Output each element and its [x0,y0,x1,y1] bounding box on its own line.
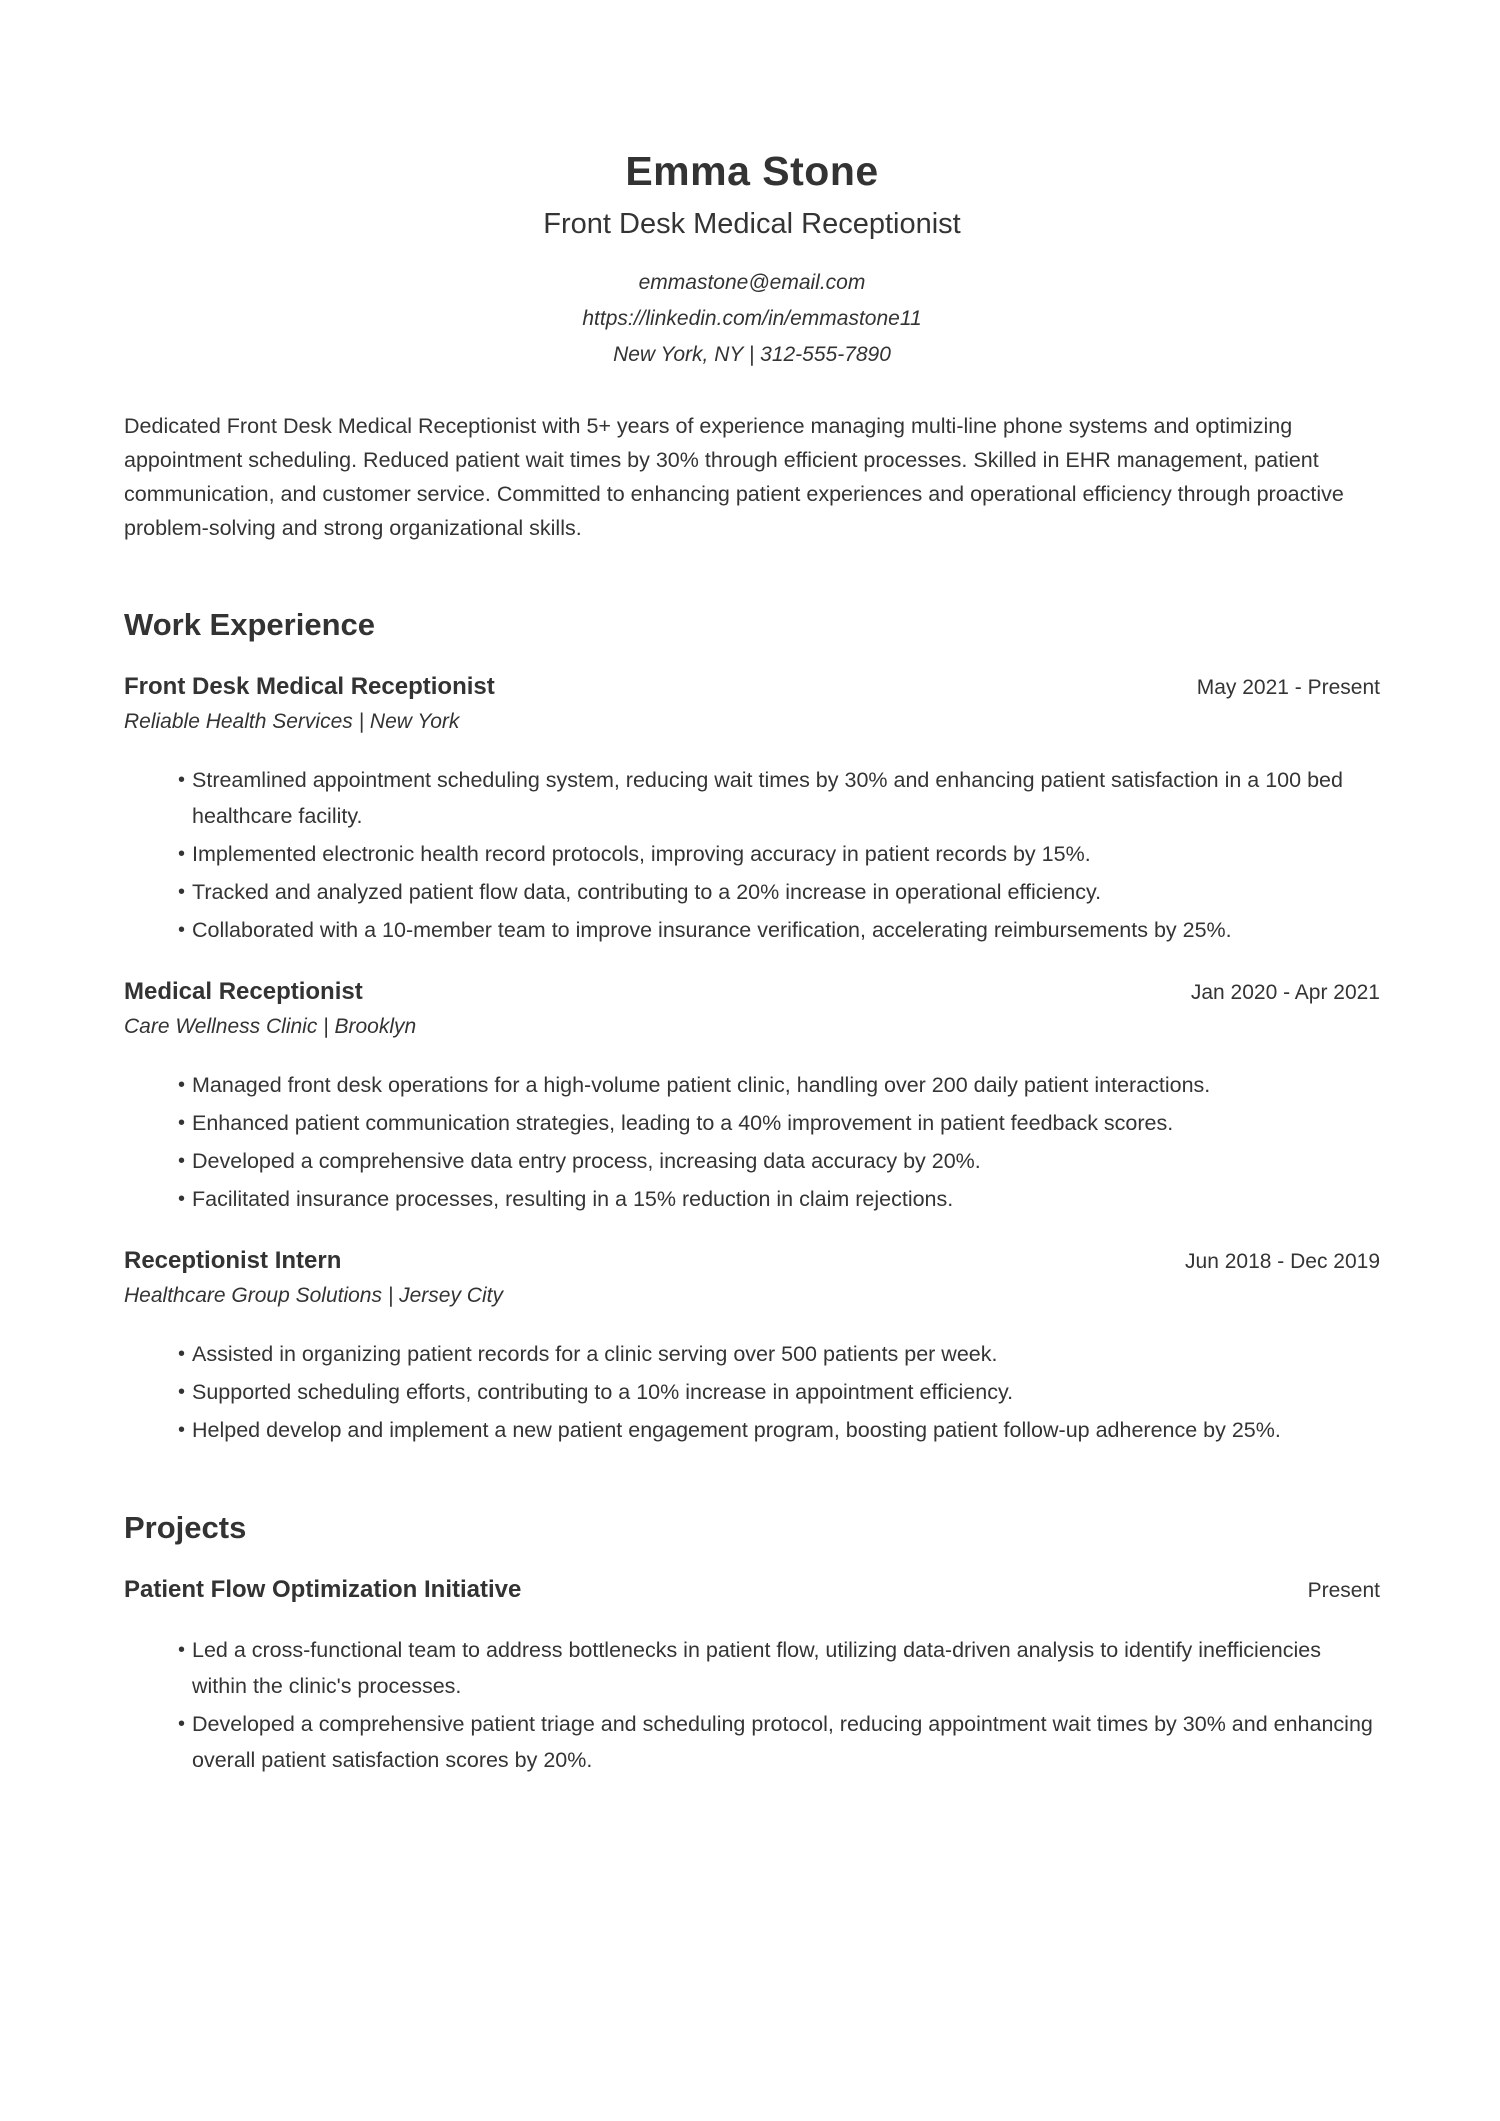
job-company: Reliable Health Services | New York [124,710,460,733]
project-entry-1 [124,1576,1380,1778]
person-title: Front Desk Medical Receptionist [543,208,961,240]
job-entry-1-head [124,673,1380,701]
job-bullet-list [124,762,1380,948]
contact-email: emmastone@email.com [638,271,866,294]
job-entry-2 [124,978,1380,1217]
bullet-item: • Enhanced patient communication strategies, leading to a 40% improvement in patient feedback scores. [178,1105,1380,1141]
work-experience-section [124,607,1380,1448]
job-entry-3-head [124,1247,1380,1275]
resume-header [124,148,1380,373]
job-entry-2-head [124,978,1380,1006]
project-entry-1-head [124,1576,1380,1604]
job-entry-3 [124,1247,1380,1448]
bullet-item: • Facilitated insurance processes, resulting in a 15% reduction in claim rejections. [178,1181,1380,1217]
job-company: Healthcare Group Solutions | Jersey City [124,1284,503,1307]
contact-linkedin-url: https://linkedin.com/in/emmastone11 [582,307,922,330]
job-bullet-list [124,1067,1380,1217]
bullet-item: • Tracked and analyzed patient flow data, contributing to a 20% increase in operational efficiency. [178,874,1380,910]
job-title: Medical Receptionist [124,978,363,1005]
bullet-item: • Developed a comprehensive patient triage and scheduling protocol, reducing appointment wait times by 30% and enhancing overall patient satisfaction scores by 20%. [178,1706,1380,1778]
section-heading-projects: Projects [124,1510,247,1545]
professional-summary: Dedicated Front Desk Medical Receptionist with 5+ years of experience managing multi-line phone systems and optimizing appointment scheduling. Reduced patient wait times by 30% through efficient processes. Skilled in EHR management, patient communication, and customer service. Committed to enhancing patient experiences and operational efficiency through proactive problem-solving and strong organizational skills. [124,414,1344,540]
section-heading-work-experience: Work Experience [124,607,375,642]
job-dates: May 2021 - Present [1196,676,1380,699]
job-entry-1 [124,673,1380,948]
job-company: Care Wellness Clinic | Brooklyn [124,1015,417,1038]
project-title: Patient Flow Optimization Initiative [124,1576,522,1603]
person-name: Emma Stone [625,148,879,194]
bullet-item: • Developed a comprehensive data entry process, increasing data accuracy by 20%. [178,1143,1380,1179]
bullet-item: • Collaborated with a 10-member team to improve insurance verification, accelerating reimbursements by 25%. [178,912,1380,948]
job-title: Receptionist Intern [124,1247,342,1274]
bullet-item: • Implemented electronic health record protocols, improving accuracy in patient records by 15%. [178,836,1380,872]
projects-section [124,1510,1380,1778]
bullet-item: • Helped develop and implement a new patient engagement program, boosting patient follow-up adherence by 25%. [178,1412,1380,1448]
bullet-item: • Supported scheduling efforts, contributing to a 10% increase in appointment efficiency. [178,1374,1380,1410]
contact-location-phone: New York, NY | 312-555-7890 [613,343,891,366]
bullet-item: • Managed front desk operations for a high-volume patient clinic, handling over 200 daily patient interactions. [178,1067,1380,1103]
contact-block [124,265,1380,373]
project-dates: Present [1307,1579,1380,1602]
bullet-item: • Assisted in organizing patient records for a clinic serving over 500 patients per week. [178,1336,1380,1372]
job-title: Front Desk Medical Receptionist [124,673,495,700]
job-dates: Jun 2018 - Dec 2019 [1185,1250,1380,1273]
job-bullet-list [124,1336,1380,1448]
project-bullet-list [124,1632,1380,1778]
bullet-item: • Led a cross-functional team to address bottlenecks in patient flow, utilizing data-driven analysis to identify inefficiencies within the clinic's processes. [178,1632,1380,1704]
bullet-item: • Streamlined appointment scheduling system, reducing wait times by 30% and enhancing patient satisfaction in a 100 bed healthcare facility. [178,762,1380,834]
job-dates: Jan 2020 - Apr 2021 [1190,981,1380,1004]
